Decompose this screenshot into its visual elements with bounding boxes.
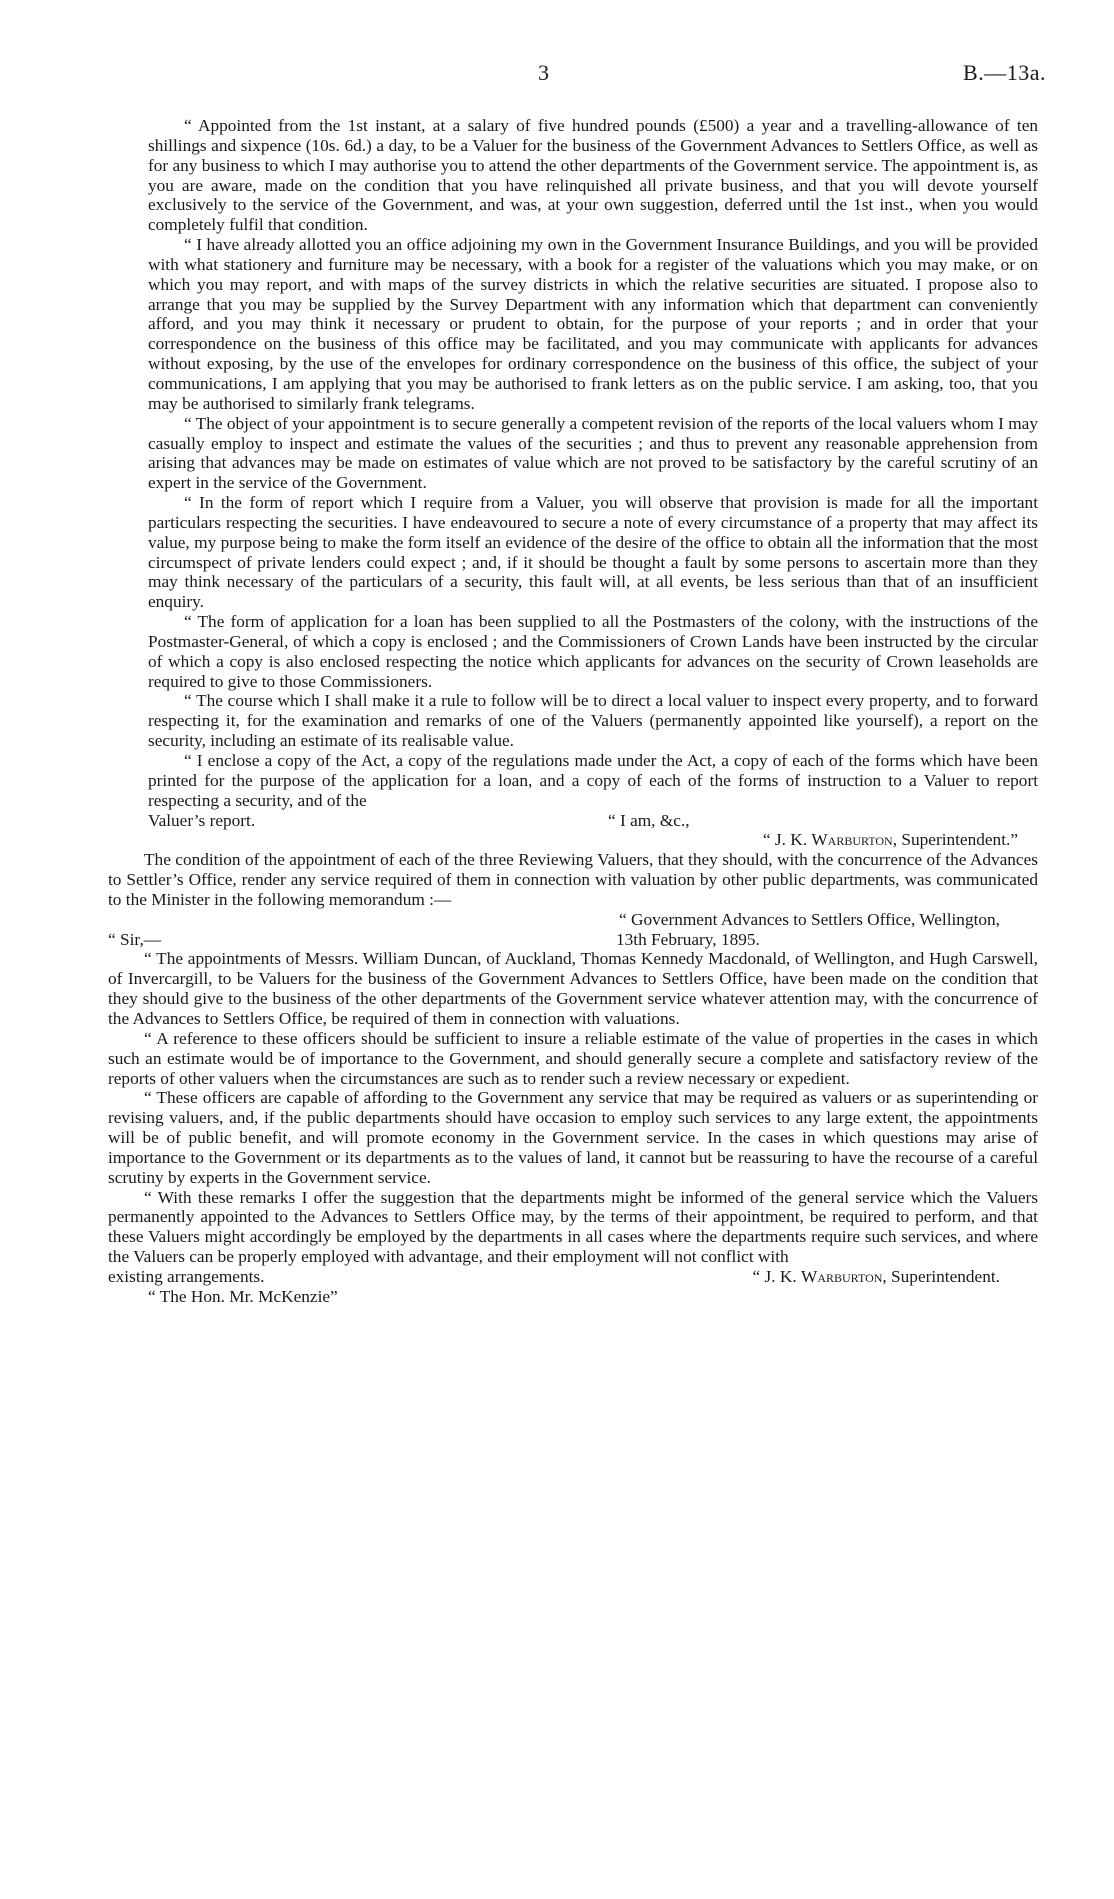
memo-salutation: “ Sir,— — [108, 929, 162, 949]
page-header — [0, 60, 1114, 90]
letter-signature: “ J. K. Warburton, Superintendent.” — [762, 830, 1018, 850]
closing-left: Valuer’s report. — [148, 810, 256, 830]
closing-ack: “ I am, &c., — [608, 810, 690, 830]
memo-closing-row — [108, 1266, 1038, 1287]
letter-paragraph: “ I enclose a copy of the Act, a copy of the regulations made under the Act, a copy of each of the forms which have been printed for the purpose of the application for a loan, and a copy of each of the forms of instruction to a Valuer to report respecting a security, and of the — [148, 751, 1038, 810]
narrative-paragraph: The condition of the appointment of each of the three Reviewing Valuers, that they should, with the concurrence of the Advances to Settler’s Office, render any service required of them in connection with valuation by other public departments, was communicated to the Minister in the following memorandum :— — [108, 850, 1038, 909]
letter-paragraph: “ The course which I shall make it a rule to follow will be to direct a local valuer to inspect every property, and to forward respecting it, for the examination and remarks of one of the Valuers (permanently appointed like yourself), a report on the security, including an estimate of its realisable value. — [148, 691, 1038, 751]
page-number: 3 — [538, 60, 549, 85]
letter-paragraph: “ The form of application for a loan has been supplied to all the Postmasters of the colony, with the instructions of the Postmaster-General, of which a copy is enclosed ; and the Commissioners of Crown Lands have been instructed by the circular of which a copy is also enclosed respecting the notice which applicants for advances on the security of Crown leaseholds are required to give to those Commissioners. — [148, 612, 1038, 691]
memo-addressee: “ The Hon. Mr. McKenzie” — [148, 1286, 338, 1306]
memo-closing-left: existing arrangements. — [108, 1266, 265, 1286]
memo-date: 13th February, 1895. — [616, 929, 760, 949]
document-body — [108, 116, 1038, 1307]
memo-paragraph: “ These officers are capable of affording to the Government any service that may be required as valuers or as superintending or revising valuers, and, if the public departments should have occasion to employ such services to any large extent, the appointments will be of public benefit, and will promote economy in the Government service. In the cases in which questions may arise of importance to the Government or its departments as to the values of land, it cannot but be reassuring to have the recourse of a careful scrutiny by experts in the Government service. — [108, 1088, 1038, 1187]
memo-paragraph: “ With these remarks I offer the suggestion that the departments might be informed of the general service which the Valuers permanently appointed to the Advances to Settlers Office may, by the terms of their appointment, be required to perform, and that these Valuers might accordingly be employed by the departments in all cases where the departments require such services, and where the Valuers can be properly employed with advantage, and their employment will not conflict with — [108, 1187, 1038, 1267]
letter-paragraph: “ In the form of report which I require from a Valuer, you will observe that provision is made for all the important particulars respecting the securities. I have endeavoured to secure a note of every circumstance of a property that may affect its value, my purpose being to make the form itself an evidence of the desire of the office to obtain all the information that the most circumspect of private lenders could expect ; and, if it should be thought a fault by some persons to ascertain more than they may think necessary of the particulars of a security, this fault will, at all events, be less serious than that of an insufficient enquiry. — [148, 493, 1038, 612]
memo-section — [108, 910, 1038, 1307]
memo-paragraph: “ The appointments of Messrs. William Duncan, of Auckland, Thomas Kennedy Macdonald, of Wellington, and Hugh Carswell, of Invercargill, to be Valuers for the business of the Government Advances to Settlers Office, have been made on the condition that they should give to the business of the other departments of the Government service whatever attention may, with the concurrence of the Advances to Settlers Office, be required of them in connection with valuations. — [108, 949, 1038, 1028]
letter-paragraph: “ I have already allotted you an office adjoining my own in the Government Insurance Buildings, and you will be provided with what stationery and furniture may be necessary, with a book for a register of the valuations which you may make, or on which you may report, and with maps of the survey districts in which the relative securities are situated. I propose also to arrange that you may be supplied by the Survey Department with any information which that department can conveniently afford, and you may think it necessary or prudent to obtain, for the purpose of your reports ; and in order that your correspondence on the business of this office may be facilitated, and you may communicate with applicants for advances without exposing, by the use of the envelopes for ordinary correspondence on the business of this office, the subject of your communications, I am applying that you may be authorised to frank letters as on the public service. I am asking, too, that you may be authorised to similarly frank telegrams. — [148, 235, 1038, 413]
closing-line — [148, 811, 1038, 831]
memo-paragraph: “ A reference to these officers should be sufficient to insure a reliable estimate of the value of properties in the cases in which such an estimate would be of importance to the Government, and should generally secure a complete and satisfactory review of the reports of other valuers when the circumstances are such as to render such a review necessary or expedient. — [108, 1028, 1038, 1088]
letter-paragraph: “ The object of your appointment is to secure generally a competent revision of the reports of the local valuers whom I may casually employ to inspect and estimate the values of the securities ; and thus to prevent any reasonable apprehension from arising that advances may be made on estimates of value which are not proved to be satisfactory by the careful scrutiny of an expert in the service of the Government. — [148, 413, 1038, 493]
memo-signature: “ J. K. Warburton, Superintendent. — [752, 1266, 1000, 1286]
memo-place: “ Government Advances to Settlers Office, Wellington, — [619, 909, 1000, 929]
document-reference: B.—13a. — [963, 60, 1046, 85]
signature-surname: Warburton — [811, 830, 893, 850]
signature-surname: Warburton — [801, 1266, 883, 1286]
letter-paragraph: “ Appointed from the 1st instant, at a salary of five hundred pounds (£500) a year and a travelling-allowance of ten shillings and sixpence (10s. 6d.) a day, to be a Valuer for the business of the Government Advances to Settlers Office, as well as for any business to which I may authorise you to attend the other departments of the Government service. The appointment is, as you are aware, made on the condition that you have relinquished all private business, and that you will devote yourself exclusively to the service of the Government, and was, at your own suggestion, deferred until the 1st inst., when you would completely fulfil that condition. — [148, 116, 1038, 235]
letter-section — [108, 116, 1038, 850]
salutation-row — [108, 929, 1038, 950]
